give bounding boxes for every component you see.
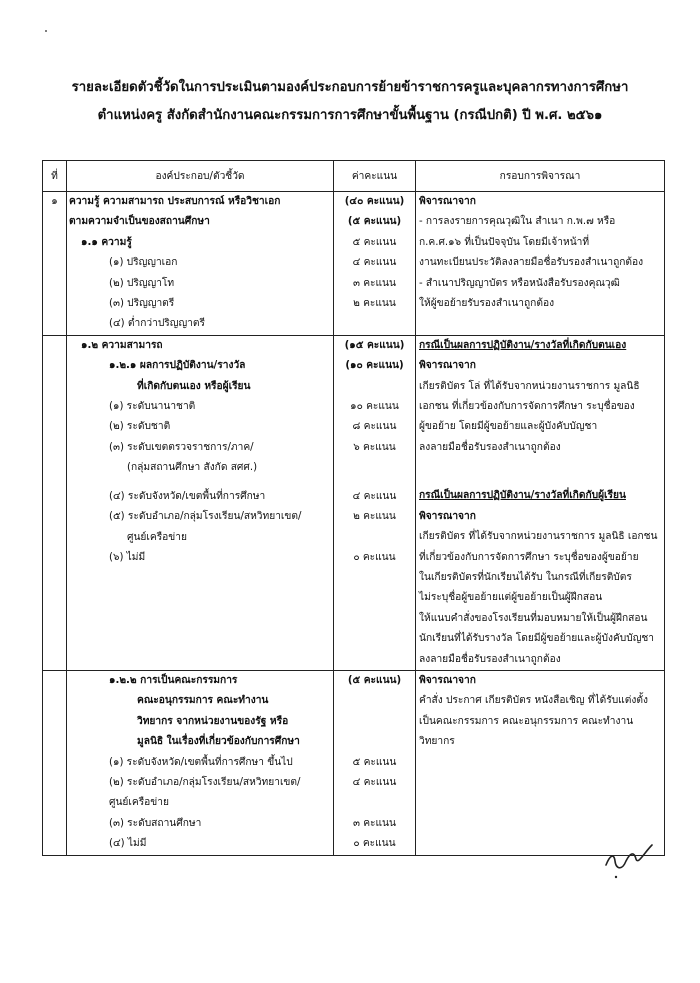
- score-value: ๖ คะแนน: [353, 441, 396, 453]
- criteria-heading: พิจารณาจาก: [419, 510, 476, 522]
- criteria-text: งานทะเบียนประวัติลงลายมือชื่อรับรองสำเนาถูกต้อง: [419, 257, 644, 269]
- score-value: ๕ คะแนน: [352, 236, 397, 248]
- criteria-heading: พิจารณาจาก: [419, 196, 476, 207]
- indicator-item: ศูนย์เครือข่าย: [127, 531, 187, 543]
- subcomponent-heading: ที่เกิดกับตนเอง หรือผู้เรียน: [137, 380, 251, 392]
- criteria-text: วิทยากร: [419, 736, 455, 748]
- header-component: องค์ประกอบ/ตัวชี้วัด: [67, 161, 334, 192]
- indicator-item: (๓) ปริญญาตรี: [109, 298, 175, 310]
- component-cell: [67, 670, 334, 855]
- criteria-case-heading: กรณีเป็นผลการปฏิบัติงาน/รางวัลที่เกิดกับผู้เรียน: [419, 490, 626, 502]
- criteria-text: ก.ค.ศ.๑๖ ที่เป็นปัจจุบัน โดยมีเจ้าหน้าที่: [419, 236, 590, 248]
- criteria-heading: พิจารณาจาก: [419, 674, 476, 686]
- component-cell: [67, 335, 334, 670]
- indicator-item: (กลุ่มสถานศึกษา สังกัด สศศ.): [127, 462, 258, 474]
- score-value: [334, 732, 415, 752]
- criteria-text: ให้ผู้ขอย้ายรับรองสำเนาถูกต้อง: [419, 298, 555, 310]
- indicator-item: (๑) ปริญญาเอก: [109, 257, 178, 269]
- document-title-line-1: รายละเอียดตัวชี้วัดในการประเมินตามองค์ประกอบการย้ายข้าราชการครูและบุคลากรทางการศึกษา: [71, 80, 629, 95]
- component-heading: ความรู้ ความสามารถ ประสบการณ์ หรือวิชาเอก: [69, 196, 281, 207]
- score-value: ๑๐ คะแนน: [350, 401, 399, 413]
- indicator-item: (๑) ระดับนานาชาติ: [109, 401, 196, 413]
- score-value: [334, 691, 415, 711]
- indicator-item: (๔) ต่ำกว่าปริญญาตรี: [109, 318, 205, 330]
- score-value: [334, 712, 415, 732]
- criteria-text: เป็นคณะกรรมการ คณะอนุกรรมการ คณะทำงาน: [419, 715, 634, 727]
- criteria-text: - สำเนาปริญญาบัตร หรือหนังสือรับรองคุณวุฒิ: [419, 277, 620, 289]
- criteria-case-heading: กรณีเป็นผลการปฏิบัติงาน/รางวัลที่เกิดกับตนเอง: [419, 339, 627, 351]
- score-value: [334, 528, 415, 548]
- score-value: ๒ คะแนน: [353, 298, 396, 310]
- score-value: (๔๐ คะแนน): [344, 196, 405, 207]
- score-value: ๕ คะแนน: [352, 756, 397, 768]
- criteria-text: เอกชน ที่เกี่ยวข้องกับการจัดการศึกษา ระบุชื่อของ: [419, 401, 635, 413]
- score-value: (๕ คะแนน): [347, 674, 402, 686]
- score-value: ๐ คะแนน: [353, 838, 396, 850]
- indicator-item: (๖) ไม่มี: [109, 551, 146, 563]
- subcomponent-heading: วิทยากร จากหน่วยงานของรัฐ หรือ: [137, 715, 289, 727]
- header-criteria: กรอบการพิจารณา: [416, 161, 665, 192]
- score-value: ๐ คะแนน: [353, 551, 396, 563]
- criteria-text: นักเรียนที่ได้รับรางวัล โดยมีผู้ขอย้ายและผู้บังคับบัญชา: [419, 633, 655, 645]
- criteria-text: เกียรติบัตร ที่ได้รับจากหน่วยงานราชการ มูลนิธิ เอกชน: [419, 531, 658, 543]
- row-number: ๑: [51, 196, 58, 207]
- subcomponent-heading: ๑.๑ ความรู้: [81, 236, 132, 248]
- criteria-text: เกียรติบัตร โล่ ที่ได้รับจากหน่วยงานราชการ มูลนิธิ: [419, 380, 640, 392]
- indicator-item: (๕) ระดับอำเภอ/กลุ่มโรงเรียน/สหวิทยาเขต/: [109, 511, 302, 523]
- score-value: [334, 793, 415, 813]
- score-value: ๔ คะแนน: [352, 776, 397, 788]
- score-value: [334, 377, 415, 397]
- criteria-text: ในเกียรติบัตรที่นักเรียนได้รับ ในกรณีที่เกียรติบัตร: [419, 571, 632, 583]
- criteria-heading: พิจารณาจาก: [419, 360, 476, 372]
- indicator-item: (๒) ปริญญาโท: [109, 277, 175, 289]
- row-no-cell: [43, 335, 67, 670]
- subcomponent-heading: คณะอนุกรรมการ คณะทำงาน: [137, 695, 269, 707]
- row-no-cell: [43, 192, 67, 336]
- scan-speck: [45, 30, 47, 32]
- score-value: (๕ คะแนน): [347, 216, 402, 228]
- header-score: ค่าคะแนน: [334, 161, 416, 192]
- header-no: ที่: [43, 161, 67, 192]
- signature-mark: [600, 835, 660, 880]
- criteria-text: ที่เกี่ยวข้องกับการจัดการศึกษา ระบุชื่อของผู้ขอย้าย: [419, 551, 639, 563]
- indicator-item: (๑) ระดับจังหวัด/เขตพื้นที่การศึกษา ขึ้นไป: [109, 756, 293, 768]
- indicator-item: (๓) ระดับสถานศึกษา: [109, 817, 202, 829]
- score-value: ๓ คะแนน: [353, 277, 396, 289]
- criteria-text: คำสั่ง ประกาศ เกียรติบัตร หนังสือเชิญ ที่ได้รับแต่งตั้ง: [419, 695, 648, 707]
- score-cell: [334, 192, 416, 336]
- score-cell: [334, 670, 416, 855]
- component-cell: [67, 192, 334, 336]
- criteria-text: - การลงรายการคุณวุฒิใน สำเนา ก.พ.๗ หรือ: [419, 216, 616, 228]
- score-value: ๒ คะแนน: [353, 511, 396, 523]
- indicator-item: (๓) ระดับเขตตรวจราชการ/ภาค/: [109, 441, 254, 453]
- score-value: (๑๐ คะแนน): [345, 360, 404, 372]
- indicator-item: (๔) ระดับจังหวัด/เขตพื้นที่การศึกษา: [109, 490, 266, 502]
- row-no-cell: [43, 670, 67, 855]
- score-cell: [334, 335, 416, 670]
- score-value: ๔ คะแนน: [352, 490, 397, 502]
- subcomponent-heading: ๑.๒ ความสามารถ: [81, 339, 163, 351]
- criteria-text: ไม่ระบุชื่อผู้ขอย้ายแต่ผู้ขอย้ายเป็นผู้ฝึกสอน: [419, 592, 603, 604]
- score-value: [334, 458, 415, 478]
- table-row: [43, 670, 665, 855]
- criteria-table: [42, 160, 665, 856]
- table-row: [43, 335, 665, 670]
- score-value: ๘ คะแนน: [352, 421, 397, 433]
- indicator-item: (๒) ระดับชาติ: [109, 421, 171, 433]
- criteria-text: ผู้ขอย้าย โดยมีผู้ขอย้ายและผู้บังคับบัญชา: [419, 421, 598, 433]
- document-title-line-2: ตำแหน่งครู สังกัดสำนักงานคณะกรรมการการศึกษาขั้นพื้นฐาน (กรณีปกติ) ปี พ.ศ. ๒๕๖๑: [97, 108, 603, 123]
- criteria-text: ให้แนบคำสั่งของโรงเรียนที่มอบหมายให้เป็นผู้ฝึกสอน: [419, 612, 648, 624]
- subcomponent-heading: ๑.๒.๒ การเป็นคณะกรรมการ: [109, 674, 238, 686]
- score-value: ๔ คะแนน: [352, 257, 397, 269]
- criteria-text: ลงลายมือชื่อรับรองสำเนาถูกต้อง: [419, 441, 561, 453]
- component-heading: ตามความจำเป็นของสถานศึกษา: [69, 216, 210, 228]
- indicator-item: (๒) ระดับอำเภอ/กลุ่มโรงเรียน/สหวิทยาเขต/: [109, 776, 301, 788]
- score-value: ๓ คะแนน: [353, 817, 396, 829]
- criteria-cell: [416, 670, 665, 855]
- criteria-cell: [416, 192, 665, 336]
- score-value: (๑๕ คะแนน): [344, 339, 405, 351]
- table-row: [43, 192, 665, 336]
- criteria-cell: [416, 335, 665, 670]
- criteria-spacer: [416, 458, 664, 486]
- table-header-row: [43, 161, 665, 192]
- subcomponent-heading: ๑.๒.๑ ผลการปฏิบัติงาน/รางวัล: [109, 360, 246, 372]
- criteria-text: ลงลายมือชื่อรับรองสำเนาถูกต้อง: [419, 653, 561, 665]
- indicator-item: ศูนย์เครือข่าย: [109, 797, 169, 809]
- subcomponent-heading: มูลนิธิ ในเรื่องที่เกี่ยวข้องกับการศึกษา: [137, 736, 300, 748]
- indicator-item: (๔) ไม่มี: [109, 838, 147, 850]
